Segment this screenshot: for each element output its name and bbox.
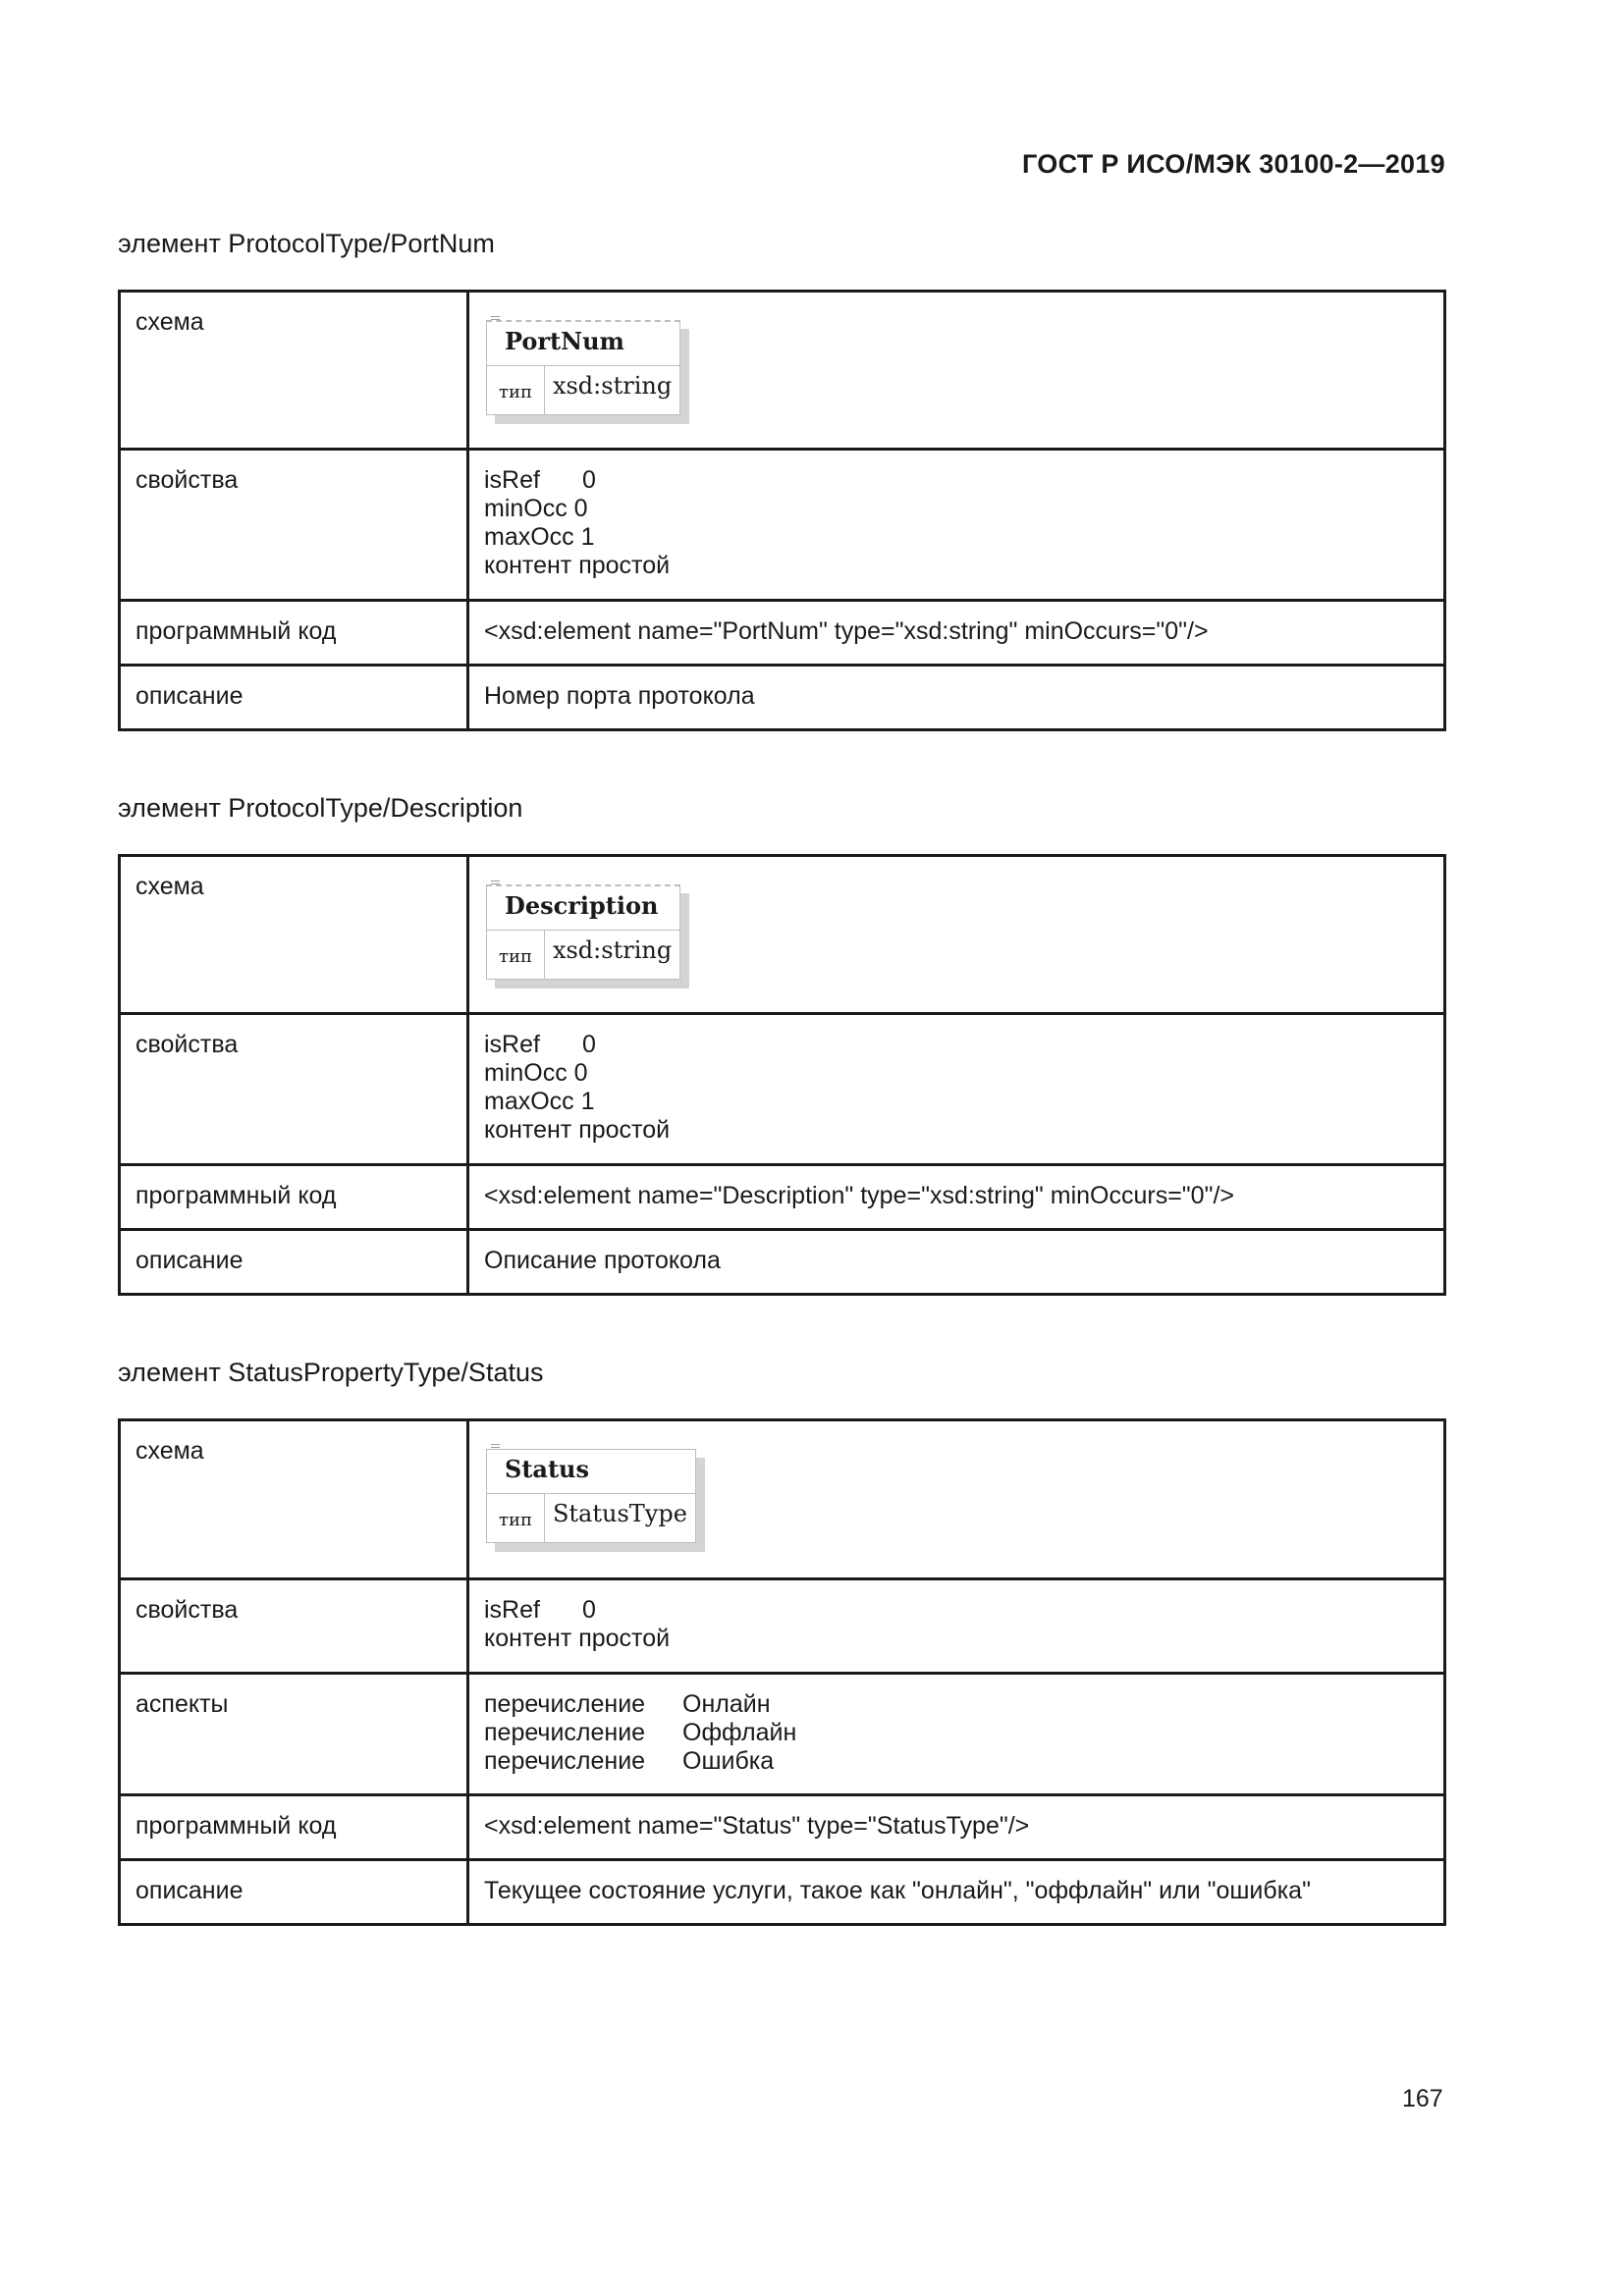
facet-value: Онлайн	[682, 1690, 771, 1718]
schema-cell	[468, 1420, 1445, 1579]
description-value: Номер порта протокола	[468, 666, 1445, 730]
content-line: контент простой	[484, 552, 671, 579]
isref-key: isRef	[484, 1031, 540, 1058]
element-type-row	[487, 366, 679, 414]
page-number: 167	[1402, 2085, 1443, 2112]
isref-line	[484, 1596, 1429, 1625]
type-value: xsd:string	[552, 372, 673, 400]
code-label: программный код	[120, 601, 468, 666]
description-row	[120, 1230, 1445, 1295]
schema-row	[120, 856, 1445, 1014]
spec-table-status	[118, 1418, 1446, 1926]
code-label: программный код	[120, 1165, 468, 1230]
isref-value: 0	[582, 466, 596, 494]
code-value: <xsd:element name="Description" type="xsd:string" minOccurs="0"/>	[468, 1165, 1445, 1230]
code-value: <xsd:element name="PortNum" type="xsd:string" minOccurs="0"/>	[468, 601, 1445, 666]
facets-label: аспекты	[120, 1674, 468, 1795]
isref-value: 0	[582, 1596, 596, 1624]
facet-key: перечисление	[484, 1747, 646, 1775]
facet-key: перечисление	[484, 1719, 646, 1746]
schema-diagram	[486, 1449, 696, 1543]
facet-item	[484, 1747, 1429, 1776]
facet-item	[484, 1690, 1429, 1719]
element-box	[486, 1449, 696, 1543]
content-line: контент простой	[484, 1625, 671, 1652]
code-row	[120, 601, 1445, 666]
element-type-row	[487, 1494, 695, 1542]
code-value: <xsd:element name="Status" type="StatusType"/>	[468, 1795, 1445, 1860]
isref-line	[484, 1031, 1429, 1059]
isref-value: 0	[582, 1031, 596, 1058]
facets-cell	[468, 1674, 1445, 1795]
code-row	[120, 1795, 1445, 1860]
type-key: тип	[487, 366, 545, 414]
content-line: контент простой	[484, 1116, 671, 1144]
type-key: тип	[487, 1494, 545, 1542]
isref-key: isRef	[484, 466, 540, 494]
properties-label: свойства	[120, 1579, 468, 1674]
properties-cell	[468, 1014, 1445, 1165]
properties-cell	[468, 1579, 1445, 1674]
type-key: тип	[487, 931, 545, 979]
minocc-line: minOcc 0	[484, 495, 588, 522]
properties-cell	[468, 450, 1445, 601]
section-title-description: элемент ProtocolType/Description	[118, 793, 523, 823]
schema-row	[120, 1420, 1445, 1579]
isref-key: isRef	[484, 1596, 540, 1624]
description-value: Текущее состояние услуги, такое как "онлайн", "оффлайн" или "ошибка"	[468, 1860, 1445, 1925]
schema-label: схема	[120, 856, 468, 1014]
schema-diagram	[486, 884, 680, 980]
properties-row	[120, 1579, 1445, 1674]
properties-row	[120, 450, 1445, 601]
properties-label: свойства	[120, 450, 468, 601]
description-row	[120, 666, 1445, 730]
annotation-icon	[491, 1444, 500, 1451]
annotation-icon	[491, 881, 500, 887]
facets-row	[120, 1674, 1445, 1795]
description-value: Описание протокола	[468, 1230, 1445, 1295]
facet-value: Оффлайн	[682, 1719, 797, 1746]
code-label: программный код	[120, 1795, 468, 1860]
description-label: описание	[120, 1860, 468, 1925]
facet-item	[484, 1719, 1429, 1747]
spec-table-description	[118, 854, 1446, 1296]
element-type-row	[487, 931, 679, 979]
schema-label: схема	[120, 1420, 468, 1579]
annotation-icon	[491, 316, 500, 323]
code-row	[120, 1165, 1445, 1230]
element-name: PortNum	[487, 322, 679, 366]
description-row	[120, 1860, 1445, 1925]
document-header: ГОСТ Р ИСО/МЭК 30100-2—2019	[1022, 149, 1445, 179]
description-label: описание	[120, 666, 468, 730]
maxocc-line: maxOcc 1	[484, 523, 595, 551]
element-name: Status	[487, 1450, 695, 1494]
schema-diagram	[486, 320, 680, 415]
isref-line	[484, 466, 1429, 495]
facet-value: Ошибка	[682, 1747, 775, 1775]
schema-cell	[468, 292, 1445, 450]
schema-cell	[468, 856, 1445, 1014]
element-name: Description	[487, 886, 679, 931]
properties-row	[120, 1014, 1445, 1165]
description-label: описание	[120, 1230, 468, 1295]
minocc-line: minOcc 0	[484, 1059, 588, 1087]
type-value: xsd:string	[552, 936, 673, 964]
maxocc-line: maxOcc 1	[484, 1088, 595, 1115]
facet-key: перечисление	[484, 1690, 646, 1718]
properties-label: свойства	[120, 1014, 468, 1165]
element-box	[486, 884, 680, 980]
spec-table-portnum	[118, 290, 1446, 731]
schema-row	[120, 292, 1445, 450]
section-title-status: элемент StatusPropertyType/Status	[118, 1358, 544, 1387]
section-title-portnum: элемент ProtocolType/PortNum	[118, 229, 495, 258]
schema-label: схема	[120, 292, 468, 450]
element-box	[486, 320, 680, 415]
type-value: StatusType	[552, 1500, 687, 1527]
